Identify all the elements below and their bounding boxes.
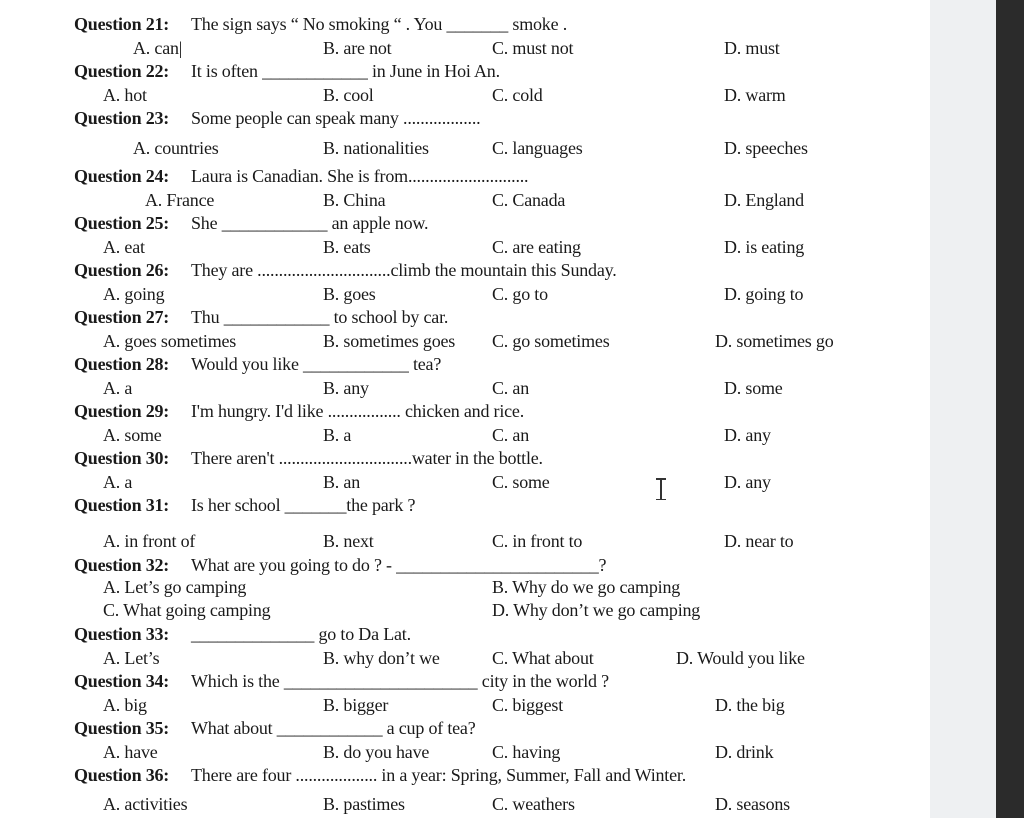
page-gutter [930,0,996,818]
answer-option: D. near to [724,531,794,551]
answer-option: A. France [145,190,215,210]
answer-option: C. go sometimes [492,331,610,351]
question-label: Question 28: [74,354,170,374]
answer-option: B. Why do we go camping [492,577,681,597]
answer-option: C. What about [492,648,594,668]
answer-option: D. Would you like [676,648,805,668]
question-stem: Is her school _______the park ? [191,495,416,515]
answer-option: A. have [103,742,158,762]
answer-option: D. any [724,472,771,492]
answer-option: B. bigger [323,695,389,715]
question-label: Question 24: [74,166,170,186]
answer-option: C. What going camping [103,600,271,620]
answer-option: A. hot [103,85,147,105]
text-cursor-icon [660,478,662,500]
answer-option: A. eat [103,237,145,257]
answer-option: A. activities [103,794,188,814]
answer-option: D. speeches [724,138,808,158]
answer-option: D. going to [724,284,804,304]
answer-option: C. some [492,472,550,492]
question-stem: Laura is Canadian. She is from............................ [191,166,529,186]
answer-option: B. China [323,190,386,210]
answer-option: C. weathers [492,794,575,814]
question-label: Question 36: [74,765,170,785]
question-stem: The sign says “ No smoking “ . You _______ smoke . [191,14,567,34]
answer-option: C. having [492,742,561,762]
answer-option: D. the big [715,695,785,715]
answer-option: D. sometimes go [715,331,834,351]
answer-option: D. is eating [724,237,805,257]
answer-option: C. in front to [492,531,583,551]
answer-option: C. must not [492,38,574,58]
window-edge-bar [996,0,1024,818]
answer-option: C. are eating [492,237,581,257]
question-stem: I'm hungry. I'd like ................. chicken and rice. [191,401,525,421]
question-stem: What about ____________ a cup of tea? [191,718,476,738]
answer-option: A. in front of [103,531,196,551]
answer-option: B. eats [323,237,371,257]
question-label: Question 33: [74,624,170,644]
answer-option: B. goes [323,284,376,304]
question-stem: It is often ____________ in June in Hoi An. [191,61,500,81]
question-label: Question 25: [74,213,170,233]
question-stem: There are four ................... in a year: Spring, Summer, Fall and Winter. [191,765,687,785]
question-label: Question 35: [74,718,170,738]
answer-option: B. cool [323,85,374,105]
answer-option: B. pastimes [323,794,405,814]
question-stem: What are you going to do ? - _______________________? [191,555,607,575]
question-stem: They are ...............................climb the mountain this Sunday. [191,260,617,280]
answer-option: C. languages [492,138,583,158]
question-label: Question 26: [74,260,170,280]
answer-option: C. an [492,425,529,445]
answer-option: D. some [724,378,783,398]
answer-option: D. seasons [715,794,790,814]
question-label: Question 21: [74,14,170,34]
question-stem: Would you like ____________ tea? [191,354,442,374]
answer-option: B. any [323,378,369,398]
question-label: Question 34: [74,671,170,691]
answer-option: A. Let’s go camping [103,577,247,597]
answer-option: D. England [724,190,804,210]
answer-option: B. are not [323,38,392,58]
answer-option: B. an [323,472,360,492]
answer-option: B. nationalities [323,138,429,158]
answer-option: D. drink [715,742,774,762]
answer-option: B. sometimes goes [323,331,456,351]
answer-option: D. must [724,38,780,58]
answer-option: B. next [323,531,374,551]
question-stem: ______________ go to Da Lat. [191,624,411,644]
question-label: Question 27: [74,307,170,327]
answer-option: C. cold [492,85,543,105]
answer-option: A. going [103,284,165,304]
answer-option: C. an [492,378,529,398]
answer-option: B. why don’t we [323,648,440,668]
question-stem: Which is the ______________________ city in the world ? [191,671,609,691]
answer-option: A. a [103,472,133,492]
question-stem: She ____________ an apple now. [191,213,429,233]
answer-option: B. a [323,425,352,445]
question-label: Question 23: [74,108,170,128]
answer-option: C. go to [492,284,548,304]
question-label: Question 32: [74,555,170,575]
question-label: Question 22: [74,61,170,81]
answer-option: D. warm [724,85,786,105]
answer-option: D. Why don’t we go camping [492,600,701,620]
question-stem: Thu ____________ to school by car. [191,307,449,327]
answer-option: C. biggest [492,695,564,715]
answer-option: A. can| [133,38,183,58]
answer-option: A. goes sometimes [103,331,237,351]
question-stem: There aren't ...............................water in the bottle. [191,448,543,468]
question-label: Question 29: [74,401,170,421]
answer-option: B. do you have [323,742,430,762]
question-label: Question 30: [74,448,170,468]
answer-option: A. a [103,378,133,398]
question-stem: Some people can speak many .................. [191,108,481,128]
answer-option: D. any [724,425,771,445]
question-label: Question 31: [74,495,170,515]
answer-option: A. countries [133,138,219,158]
answer-option: A. Let’s [103,648,160,668]
answer-option: C. Canada [492,190,566,210]
answer-option: A. big [103,695,147,715]
answer-option: A. some [103,425,162,445]
